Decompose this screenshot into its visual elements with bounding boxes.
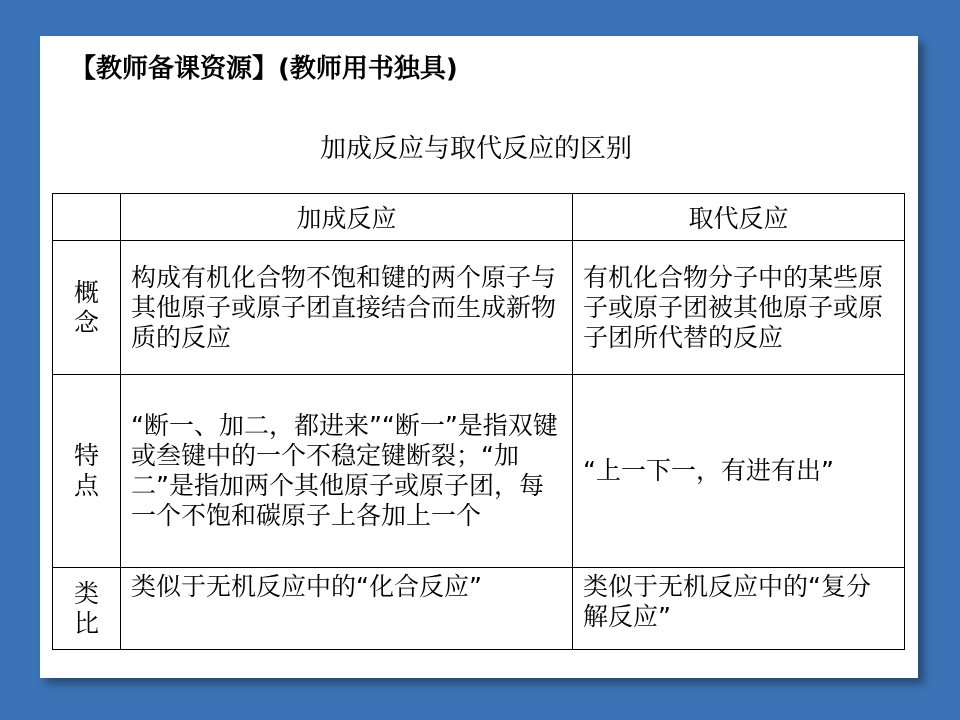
row-label-char: 比 [73,608,99,638]
comparison-table [52,193,905,650]
header-cell-empty [53,194,121,241]
header-label: 【教师备课资源】(教师用书独具) [70,54,458,84]
row-label-char: 特 [73,441,99,470]
row-label-char: 概 [73,277,99,307]
cell-addition-concept: 构成有机化合物不饱和键的两个原子与其他原子或原子团直接结合而生成新物质的反应 [121,241,573,375]
cell-addition-analogy: 类似于无机反应中的“化合反应” [121,568,573,650]
row-label-analogy [53,568,121,650]
row-label-char: 类 [73,578,99,608]
cell-substitution-concept: 有机化合物分子中的某些原子或原子团被其他原子或原子团所代替的反应 [573,241,905,375]
cell-substitution-analogy: 类似于无机反应中的“复分解反应” [573,568,905,650]
row-label-concept [53,241,121,375]
table-row [53,568,905,650]
cell-substitution-feature: “上一下一，有进有出” [573,375,905,568]
table-row [53,375,905,568]
row-label-char: 念 [73,307,99,337]
table-header-row [53,194,905,241]
table-row [53,241,905,375]
cell-addition-feature: “断一、加二，都进来”“断一”是指双键或叁键中的一个不稳定键断裂；“加二”是指加两个其他原子或原子团，每一个不饱和碳原子上各加上一个 [121,375,573,568]
row-label-feature [53,375,121,568]
row-label-char: 点 [73,471,99,500]
table-title: 加成反应与取代反应的区别 [320,134,633,164]
header-cell-substitution: 取代反应 [573,194,905,241]
header-cell-addition: 加成反应 [121,194,573,241]
slide [40,36,918,678]
